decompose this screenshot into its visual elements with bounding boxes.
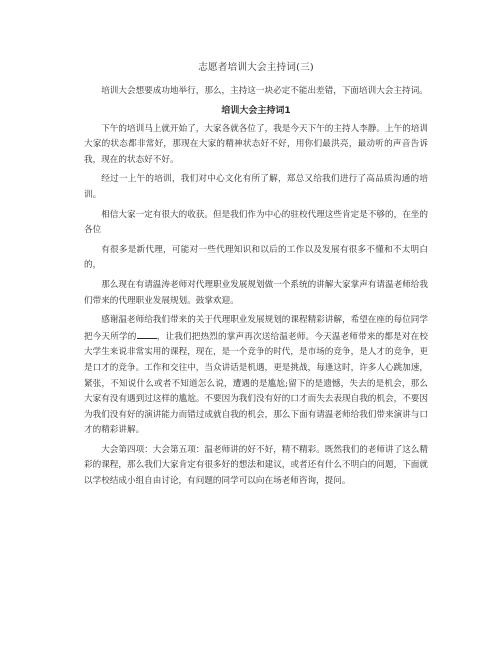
document-page [84,60,428,494]
paragraph: 下午的培训马上就开始了，大家各就各位了，我是今天下午的主持人李静。上午的培训大家的状态都非常好，那现在大家的精神状态好不好，用你们最洪亮，最动听的声音告诉我，现在的状态好不好。 [84,123,428,165]
thanks-paragraph [84,313,428,439]
paragraph: 有很多是新代理，可能对一些代理知识和以后的工作以及发展有很多不懂和不太明白的， [84,244,428,271]
document-title: 志愿者培训大会主持词(三) [198,62,314,73]
thanks-text-before: 感谢温老师给我们带来的关于代理职业发展规划的课程精彩讲解，希望在座的每位同学把今天所学的 [84,315,428,342]
intro-paragraph: 培训大会想要成功地举行，那么，主持这一块必定不能出差错，下面培训大会主持词。 [101,86,428,96]
paragraph: 经过一上午的培训，我们对中心文化有所了解，郑总又给我们进行了高品质沟通的培训。 [84,174,428,200]
fill-in-blank [137,329,157,339]
paragraph: 相信大家一定有很大的收获。但是我们作为中心的驻校代理这些肯定是不够的，在坐的各位 [84,209,428,236]
section-heading: 培训大会主持词1 [221,105,291,116]
closing-paragraph: 大会第四项：大会第五项：温老师讲的好不好，精不精彩。既然我们的老师讲了这么精彩的课程，那么我们大家肯定有很多好的想法和建议，或者还有什么不明白的问题，下面就以学校结成小组自由讨论，有问题的同学可以向在场老师咨询，提问。 [84,444,428,487]
paragraph: 那么现在有请温涛老师对代理职业发展规划做一个系统的讲解大家掌声有请温老师给我们带来的代理职业发展规划。鼓掌欢迎。 [84,279,428,306]
thanks-text-after: ，让我们把热烈的掌声再次送给温老师。今天温老师带来的都是对在校大学生来说非常实用的课程，现在，是一个竞争的时代，是市场的竞争，是人才的竞争，更是口才的竞争。工作和交往中，当众讲话是机遇，更是挑战，每逢这时，许多人心跳加速，紧张，不知说什么或者不知道怎么说，遭遇的是尴尬;留下的是遗憾，失去的是机会，那么大家有没有遇到过这样的尴尬。不要因为我们没有好的口才而失去表现自我的机会，不要因为我们没有好的演讲能力而错过成就自我的机会，那么下面有请温老师给我们带来演讲与口才的精彩讲解。 [84,331,428,436]
